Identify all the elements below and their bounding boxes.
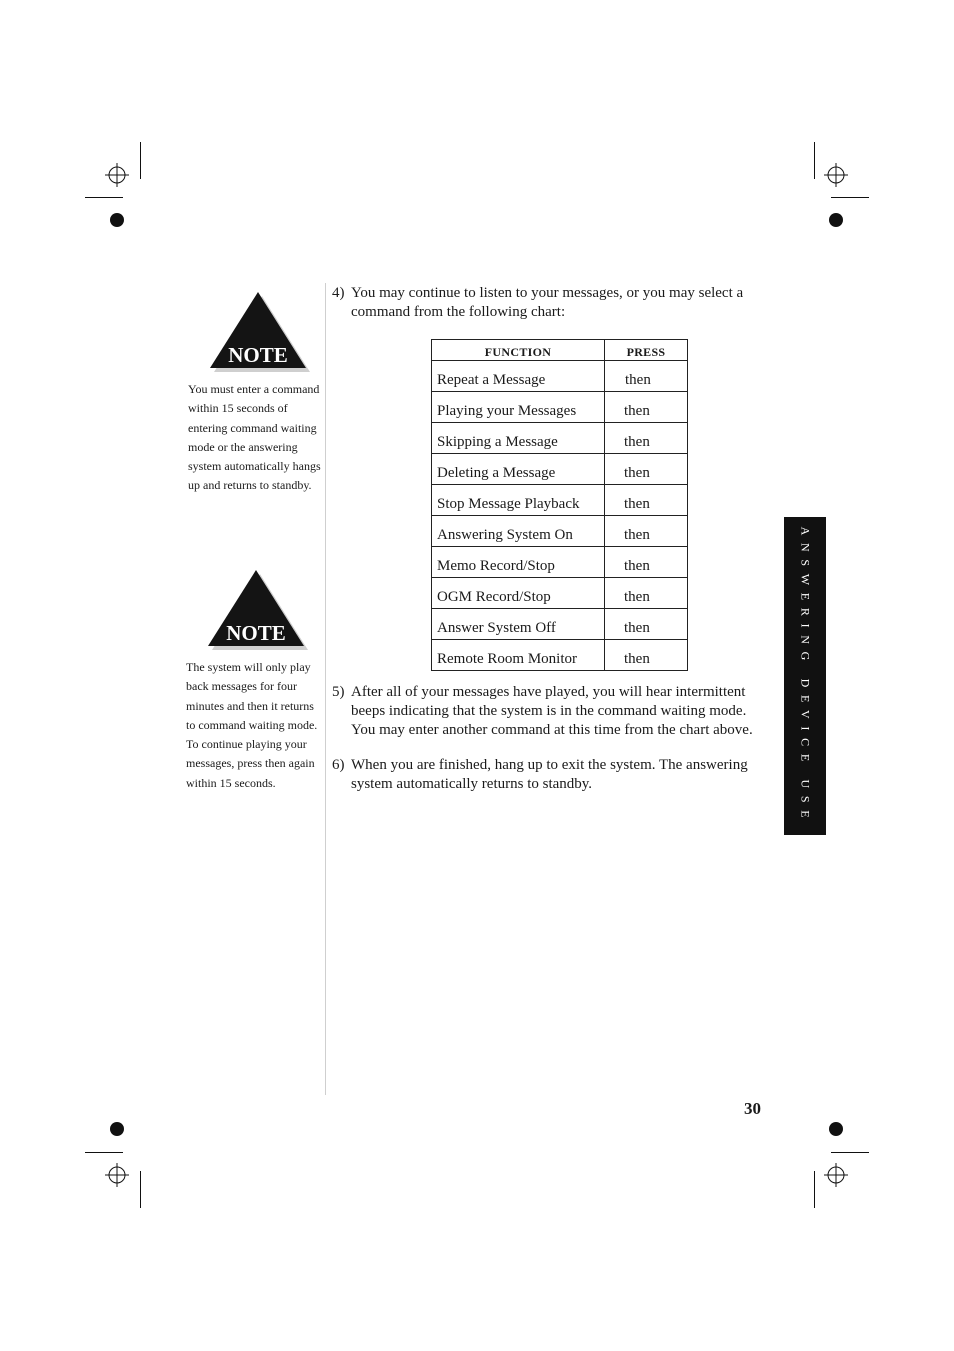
crop-line bbox=[85, 1152, 123, 1153]
press-cell: then bbox=[605, 423, 688, 454]
column-header-function: FUNCTION bbox=[432, 340, 605, 361]
press-cell: then bbox=[605, 485, 688, 516]
note-badge-label: NOTE bbox=[226, 621, 286, 645]
table-row bbox=[432, 454, 688, 485]
crop-line bbox=[140, 1171, 141, 1208]
step-item bbox=[332, 756, 752, 794]
registration-mark-icon bbox=[105, 163, 129, 187]
step-item bbox=[332, 284, 772, 322]
note-triangle-icon bbox=[203, 290, 313, 372]
crop-line bbox=[85, 197, 123, 198]
command-table bbox=[431, 339, 688, 671]
crop-line bbox=[831, 197, 869, 198]
column-divider bbox=[325, 283, 326, 1095]
table-row bbox=[432, 578, 688, 609]
function-cell: Answering System On bbox=[432, 516, 605, 547]
table-row bbox=[432, 609, 688, 640]
press-cell: then bbox=[605, 640, 688, 671]
section-tab bbox=[784, 517, 826, 835]
step-item bbox=[332, 683, 772, 741]
step-text: After all of your messages have played, you will hear intermittent beeps indicating that the system is in the command waiting mode. You may enter another command at this time from the chart above. bbox=[351, 684, 753, 739]
press-cell: then bbox=[605, 516, 688, 547]
function-cell: Stop Message Playback bbox=[432, 485, 605, 516]
function-cell: OGM Record/Stop bbox=[432, 578, 605, 609]
note-triangle-icon bbox=[201, 568, 311, 650]
press-cell: then bbox=[605, 454, 688, 485]
press-cell: then bbox=[605, 361, 688, 392]
note-text: You must enter a command within 15 seconds of entering command waiting mode or the answering system automatically hangs up and returns to standby. bbox=[188, 382, 321, 493]
function-cell: Playing your Messages bbox=[432, 392, 605, 423]
function-cell: Skipping a Message bbox=[432, 423, 605, 454]
step-number: 6) bbox=[332, 757, 345, 773]
table-row bbox=[432, 640, 688, 671]
function-cell: Remote Room Monitor bbox=[432, 640, 605, 671]
press-cell: then bbox=[605, 578, 688, 609]
column-header-press: PRESS bbox=[605, 340, 688, 361]
press-cell: then bbox=[605, 609, 688, 640]
table-row bbox=[432, 423, 688, 454]
note-text: The system will only play back messages for four minutes and then it returns to command waiting mode. To continue playing your messages, press then again within 15 seconds. bbox=[186, 660, 318, 790]
step-text: You may continue to listen to your messages, or you may select a command from the following chart: bbox=[351, 285, 744, 321]
step-text: When you are finished, hang up to exit the system. The answering system automatically returns to standby. bbox=[351, 757, 748, 793]
page-number: 30 bbox=[744, 1099, 761, 1118]
function-cell: Answer System Off bbox=[432, 609, 605, 640]
registration-mark-icon bbox=[824, 1163, 848, 1187]
table-row bbox=[432, 485, 688, 516]
step-number: 4) bbox=[332, 285, 345, 301]
press-cell: then bbox=[605, 392, 688, 423]
table-row bbox=[432, 547, 688, 578]
registration-mark-icon bbox=[105, 1163, 129, 1187]
crop-line bbox=[814, 142, 815, 179]
registration-dot-icon bbox=[829, 213, 843, 227]
crop-line bbox=[831, 1152, 869, 1153]
function-cell: Memo Record/Stop bbox=[432, 547, 605, 578]
note-badge-label: NOTE bbox=[228, 343, 288, 367]
registration-mark-icon bbox=[824, 163, 848, 187]
registration-dot-icon bbox=[110, 213, 124, 227]
table-header-row bbox=[432, 340, 688, 361]
crop-line bbox=[140, 142, 141, 179]
table-row bbox=[432, 361, 688, 392]
crop-line bbox=[814, 1171, 815, 1208]
function-cell: Repeat a Message bbox=[432, 361, 605, 392]
function-cell: Deleting a Message bbox=[432, 454, 605, 485]
registration-dot-icon bbox=[829, 1122, 843, 1136]
section-tab-label: ANSWERING DEVICE USE bbox=[798, 526, 813, 826]
table-row bbox=[432, 516, 688, 547]
table-row bbox=[432, 392, 688, 423]
registration-dot-icon bbox=[110, 1122, 124, 1136]
press-cell: then bbox=[605, 547, 688, 578]
step-number: 5) bbox=[332, 684, 345, 700]
